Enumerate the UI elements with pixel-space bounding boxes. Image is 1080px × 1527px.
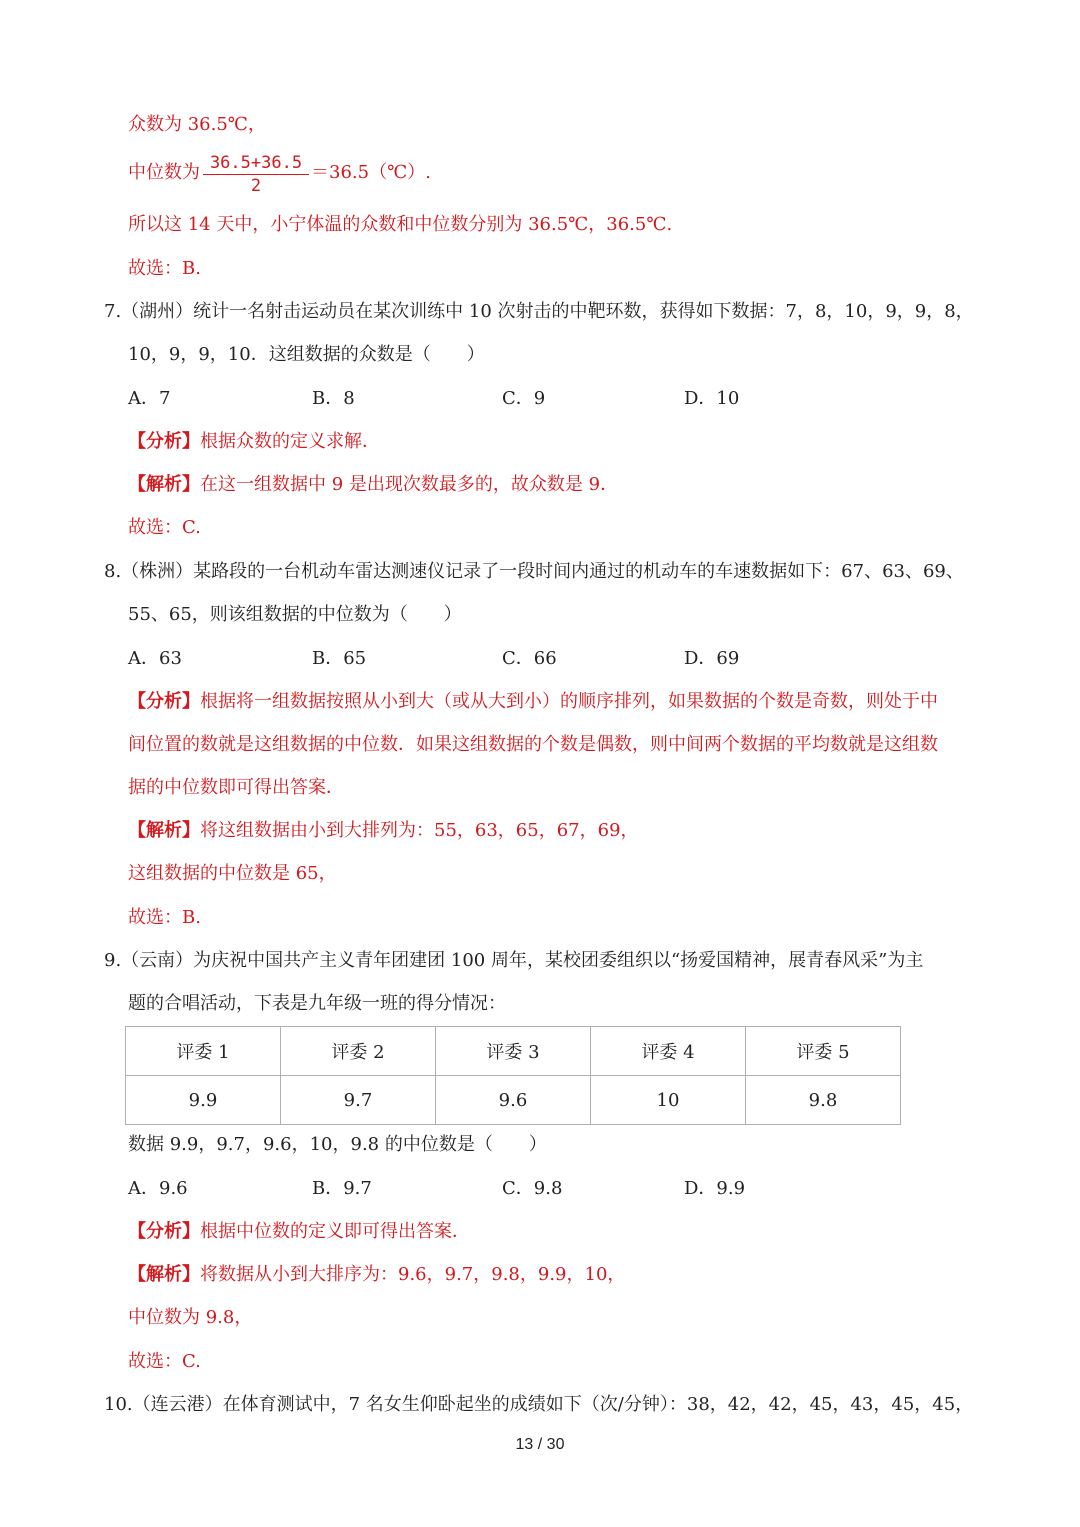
q9-stem-line2: 题的合唱活动，下表是九年级一班的得分情况：: [128, 993, 506, 1014]
median-prefix: 中位数为: [128, 162, 200, 183]
q8-option-c: C．66: [502, 648, 557, 669]
analysis-text: 根据中位数的定义即可得出答案．: [200, 1221, 470, 1242]
solution-tag: 【解析】: [128, 474, 200, 495]
q8-analysis-line2: 间位置的数就是这组数据的中位数．如果这组数据的个数是偶数，则中间两个数据的平均数就是这组数: [128, 734, 938, 755]
solution-text: 将这组数据由小到大排列为：55，63，65，67，69，: [200, 820, 639, 841]
analysis-text: 根据将一组数据按照从小到大（或从大到小）的顺序排列，如果数据的个数是奇数，则处于中: [200, 691, 938, 712]
q7-option-d: D．10: [684, 388, 740, 409]
table-cell: 9.9: [126, 1076, 281, 1125]
q8-stem-line1: 8.（株洲）某路段的一台机动车雷达测速仪记录了一段时间内通过的机动车的车速数据如下：67、63、69、: [104, 561, 964, 582]
q10-stem-line1: 10.（连云港）在体育测试中，7 名女生仰卧起坐的成绩如下（次/分钟）：38，42，42，45，43，45，45，: [104, 1394, 974, 1415]
analysis-tag: 【分析】: [128, 1221, 200, 1242]
fraction-denominator: 2: [250, 176, 262, 196]
q7-analysis: [128, 429, 380, 455]
analysis-text: 根据众数的定义求解．: [200, 431, 380, 452]
table-header-cell: 评委 4: [591, 1027, 746, 1076]
table-header-cell: 评委 5: [745, 1027, 900, 1076]
q8-solution-line2: 这组数据的中位数是 65，: [128, 863, 337, 884]
q8-analysis-line1: [128, 689, 938, 715]
q8-stem-line2: 55、65，则该组数据的中位数为（ ）: [128, 604, 462, 625]
table-row: [126, 1076, 901, 1125]
q9-question: 数据 9.9，9.7，9.6，10，9.8 的中位数是（ ）: [128, 1134, 547, 1155]
q8-analysis-line3: 据的中位数即可得出答案．: [128, 777, 344, 798]
q8-option-b: B．65: [312, 648, 367, 669]
q9-option-a: A．9.6: [128, 1178, 188, 1199]
prev-conclusion: 所以这 14 天中，小宁体温的众数和中位数分别为 36.5℃，36.5℃.: [128, 214, 673, 235]
solution-text: 在这一组数据中 9 是出现次数最多的，故众数是 9．: [200, 474, 619, 495]
score-table: [125, 1026, 901, 1125]
solution-text: 将数据从小到大排序为：9.6，9.7，9.8，9.9，10，: [200, 1264, 626, 1285]
q7-solution: [128, 472, 618, 498]
table-cell: 9.7: [281, 1076, 436, 1125]
q8-option-d: D．69: [684, 648, 740, 669]
q7-stem-line2: 10，9，9，10．这组数据的众数是（ ）: [128, 344, 485, 365]
table-cell: 9.8: [745, 1076, 900, 1125]
q9-stem-line1: 9.（云南）为庆祝中国共产主义青年团建团 100 周年，某校团委组织以“扬爱国精神，展青春风采”为主: [104, 950, 924, 971]
q9-answer: 故选：C.: [128, 1351, 201, 1372]
q9-analysis: [128, 1219, 470, 1245]
q7-stem-line1: 7.（湖州）统计一名射击运动员在某次训练中 10 次射击的中靶环数，获得如下数据：7，8，10，9，9，8，: [104, 301, 974, 322]
q7-answer: 故选：C.: [128, 517, 201, 538]
q8-solution-line1: [128, 818, 639, 844]
table-header-cell: 评委 3: [436, 1027, 591, 1076]
median-fraction: [203, 152, 309, 197]
table-header-cell: 评委 2: [281, 1027, 436, 1076]
mode-result: 众数为 36.5℃，: [128, 114, 266, 135]
q9-option-c: C．9.8: [502, 1178, 563, 1199]
table-cell: 10: [591, 1076, 746, 1125]
table-header-row: [126, 1027, 901, 1076]
q9-solution-line2: 中位数为 9.8，: [128, 1307, 253, 1328]
analysis-tag: 【分析】: [128, 691, 200, 712]
q8-option-a: A．63: [128, 648, 182, 669]
q9-solution-line1: [128, 1262, 625, 1288]
fraction-numerator: 36.5+36.5: [203, 152, 309, 175]
q7-option-b: B．8: [312, 388, 355, 409]
table-header-cell: 评委 1: [126, 1027, 281, 1076]
prev-answer: 故选：B.: [128, 258, 201, 279]
solution-tag: 【解析】: [128, 820, 200, 841]
q7-option-a: A．7: [128, 388, 171, 409]
q9-option-d: D．9.9: [684, 1178, 746, 1199]
q8-answer: 故选：B.: [128, 907, 201, 928]
analysis-tag: 【分析】: [128, 431, 200, 452]
table-cell: 9.6: [436, 1076, 591, 1125]
q7-option-c: C．9: [502, 388, 546, 409]
solution-tag: 【解析】: [128, 1264, 200, 1285]
q9-option-b: B．9.7: [312, 1178, 372, 1199]
page-number: 13 / 30: [515, 1436, 565, 1453]
median-suffix: ＝36.5（℃）.: [311, 162, 431, 183]
